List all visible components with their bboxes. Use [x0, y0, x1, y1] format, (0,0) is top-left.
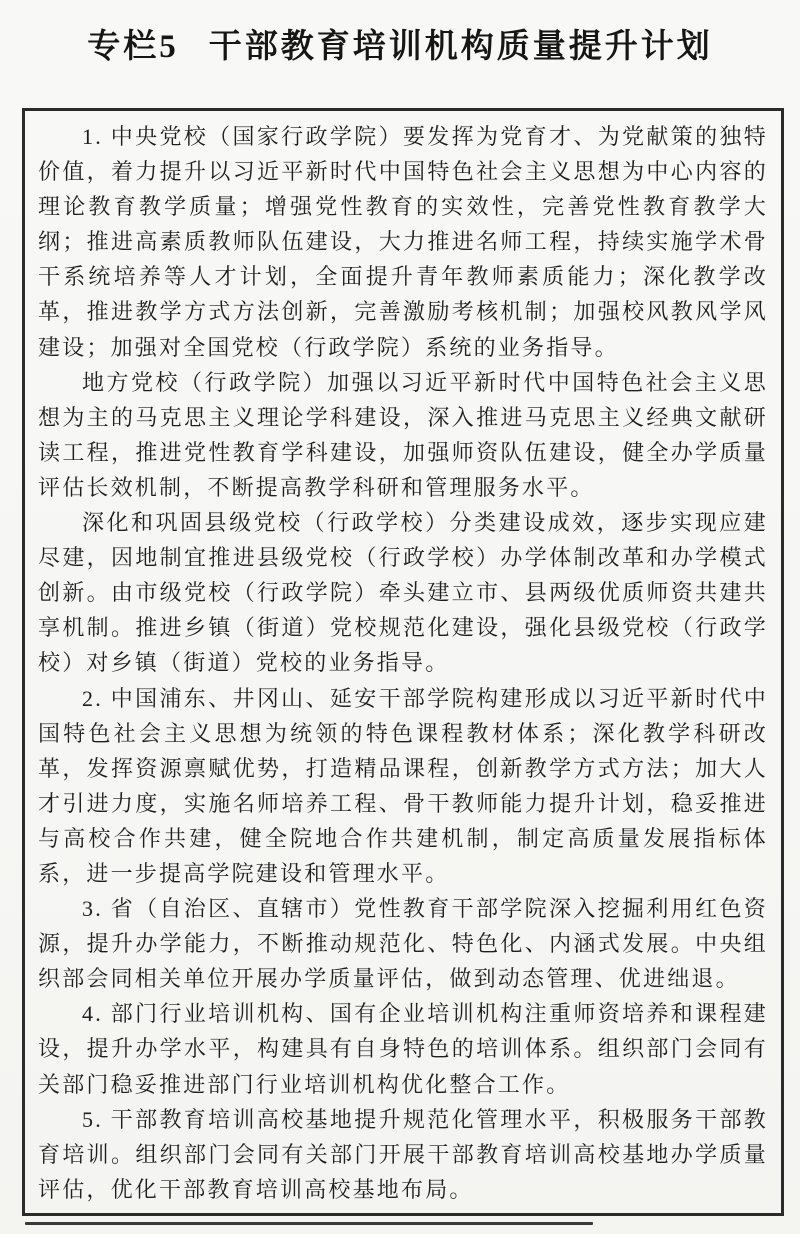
paragraph-provincial-academies: 3. 省（自治区、直辖市）党性教育干部学院深入挖掘利用红色资源，提升办学能力，不断推动规范化、特色化、内涵式发展。中央组织部会同相关单位开展办学质量评估，做到动态管理、优进绌退。 — [38, 896, 768, 992]
paragraph-county-party-schools: 深化和巩固县级党校（行政学校）分类建设成效，逐步实现应建尽建，因地制宜推进县级党校（行政学校）办学体制改革和办学模式创新。由市级党校（行政学院）牵头建立市、县两级优质师资共建共享机制。推进乡镇（街道）党校规范化建设，强化县级党校（行政学校）对乡镇（街道）党校的业务指导。 — [38, 510, 768, 676]
paragraph-industry-training-institutions: 4. 部门行业培训机构、国有企业培训机构注重师资培养和课程建设，提升办学水平，构建具有自身特色的培训体系。组织部门会同有关部门稳妥推进部门行业培训机构优化整合工作。 — [38, 1001, 768, 1097]
column-label: 专栏5 — [87, 29, 179, 65]
paragraph-local-party-schools: 地方党校（行政学院）加强以习近平新时代中国特色社会主义思想为主的马克思主义理论学科建设，深入推进马克思主义经典文献研读工程，推进党性教育学科建设，加强师资队伍建设，健全办学质量评估长效机制，不断提高教学科研和管理服务水平。 — [38, 369, 768, 500]
title-text: 干部教育培训机构质量提升计划 — [208, 29, 713, 65]
content-box — [22, 108, 784, 1216]
paragraph-cadre-academies: 2. 中国浦东、井冈山、延安干部学院构建形成以习近平新时代中国特色社会主义思想为统领的特色课程教材体系；深化教学科研改革，发挥资源禀赋优势，打造精品课程，创新教学方式方法；加大人才引进力度，实施名师培养工程、骨干教师能力提升计划，稳妥推进与高校合作共建，健全院地合作共建机制，制定高质量发展指标体系，进一步提高学院建设和管理水平。 — [38, 685, 768, 886]
page-bottom-rule — [25, 1222, 593, 1225]
paragraph-university-training-bases: 5. 干部教育培训高校基地提升规范化管理水平，积极服务干部教育培训。组织部门会同有关部门开展干部教育培训高校基地办学质量评估，优化干部教育培训高校基地布局。 — [38, 1106, 768, 1202]
paragraph-central-party-school: 1. 中央党校（国家行政学院）要发挥为党育才、为党献策的独特价值，着力提升以习近平新时代中国特色社会主义思想为中心内容的理论教育教学质量；增强党性教育的实效性，完善党性教育教学大纲；推进高素质教师队伍建设，大力推进名师工程，持续实施学术骨干系统培养等人才计划，全面提升青年教师素质能力；深化教学改革，推进教学方式方法创新，完善激励考核机制；加强校风教风学风建设；加强对全国党校（行政学院）系统的业务指导。 — [38, 124, 768, 360]
page-title — [0, 20, 800, 67]
